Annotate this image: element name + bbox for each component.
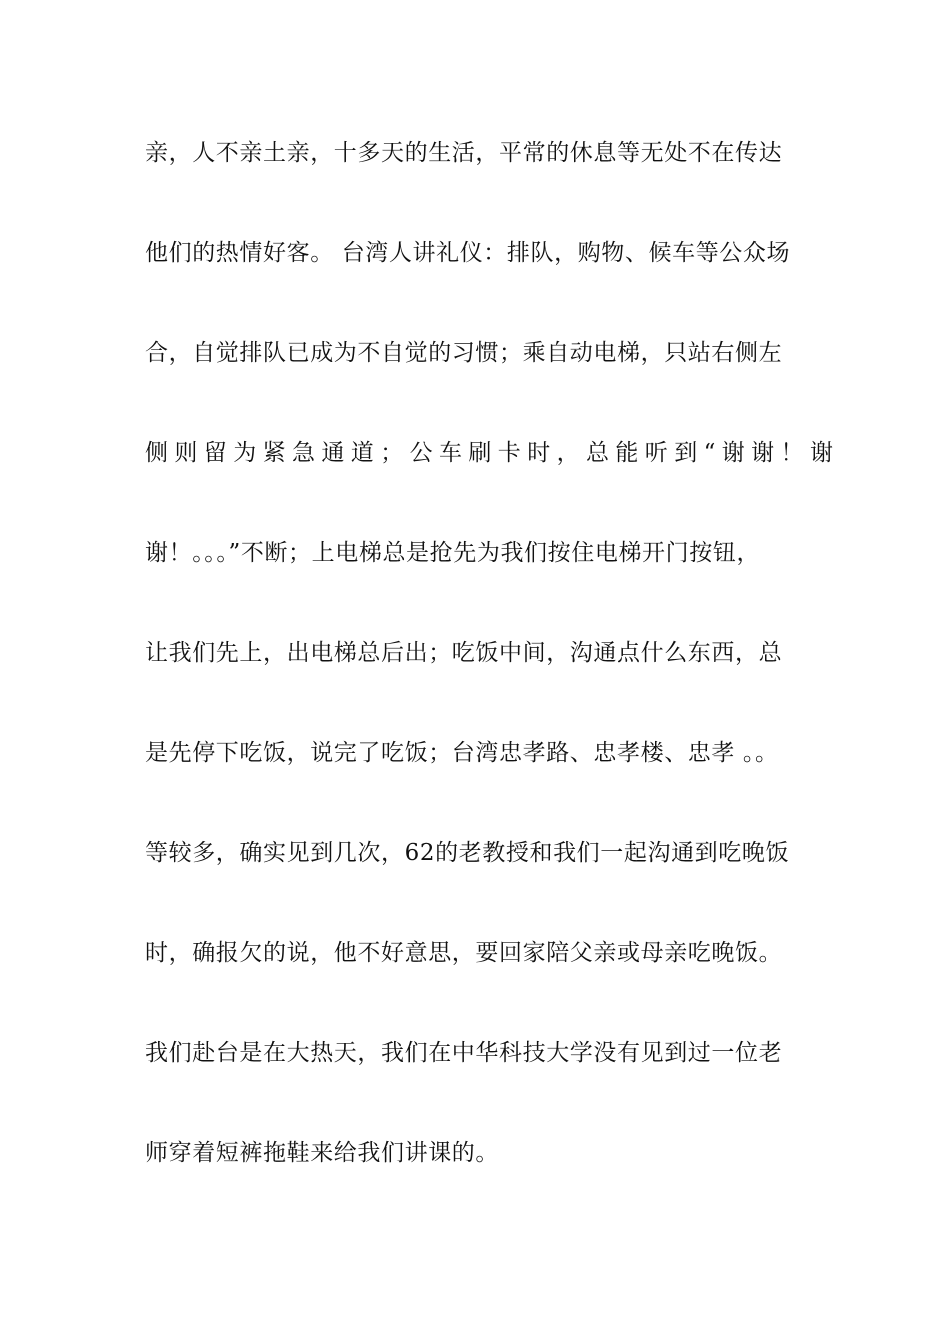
text-line-2: 他们的热情好客。 台湾人讲礼仪：排队，购物、候车等公众场 [145,240,791,266]
text-line-4: 侧则留为紧急通道；公车刷卡时，总能听到“谢谢！谢 [145,440,840,466]
text-line-8: 等较多，确实见到几次，62的老教授和我们一起沟通到吃晚饭 [145,840,790,866]
text-line-1: 亲，人不亲土亲，十多天的生活，平常的休息等无处不在传达 [145,140,783,166]
body-text [145,127,840,1227]
text-line-6: 让我们先上，出电梯总后出；吃饭中间，沟通点什么东西，总 [145,640,783,666]
text-line-10: 我们赴台是在大热天，我们在中华科技大学没有见到过一位老 [145,1040,783,1066]
text-line-11: 师穿着短裤拖鞋来给我们讲课的。 [145,1140,499,1166]
text-line-5: 谢！。。。”不断；上电梯总是抢先为我们按住电梯开门按钮， [145,540,761,566]
text-line-9: 时，确报欠的说，他不好意思，要回家陪父亲或母亲吃晚饭。 [145,940,783,966]
text-line-3: 合，自觉排队已成为不自觉的习惯；乘自动电梯，只站右侧左 [145,340,783,366]
text-line-7: 是先停下吃饭，说完了吃饭；台湾忠孝路、忠孝楼、忠孝 。。 [145,740,779,766]
